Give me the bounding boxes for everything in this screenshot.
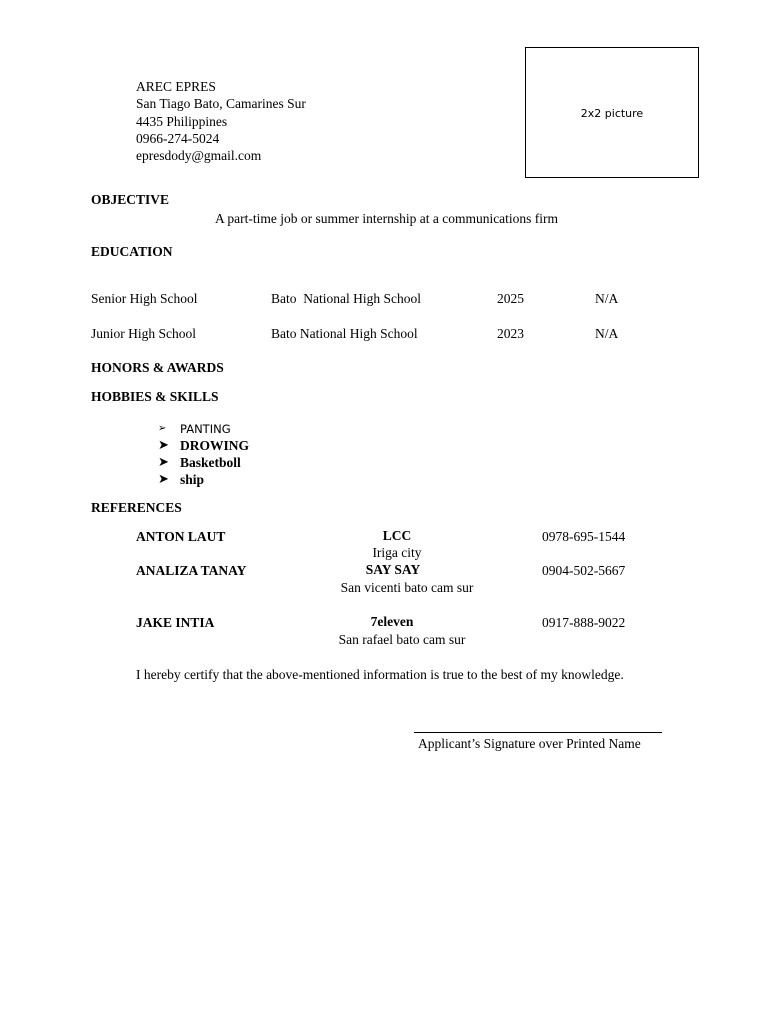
arrow-bullet-icon: ➤ — [158, 455, 169, 470]
reference-name: ANALIZA TANAY — [136, 563, 247, 578]
reference-name: JAKE INTIA — [136, 615, 215, 630]
education-year: 2025 — [497, 291, 524, 306]
education-level: Senior High School — [91, 291, 198, 306]
education-year: 2023 — [497, 326, 524, 341]
hobby-label: ship — [180, 471, 205, 487]
contact-block — [136, 78, 306, 164]
address-line-2: 4435 Philippines — [136, 113, 228, 129]
honors-title: HONORS & AWARDS — [91, 360, 224, 375]
list-item — [158, 437, 249, 454]
objective-text: A part-time job or summer internship at a communications firm — [215, 211, 559, 226]
arrow-bullet-icon: ➤ — [158, 438, 169, 453]
address-line-1: San Tiago Bato, Camarines Sur — [136, 96, 306, 112]
hobby-label: Basketboll — [180, 454, 241, 470]
reference-location: San rafael bato cam sur — [338, 632, 466, 647]
hobbies-list — [158, 420, 249, 488]
applicant-name: AREC EPRES — [136, 79, 216, 94]
phone-number: 0966-274-5024 — [136, 130, 220, 146]
reference-phone: 0978-695-1544 — [542, 529, 626, 544]
list-item — [158, 454, 249, 471]
reference-org: SAY SAY — [365, 562, 421, 577]
hobby-label: PANTING — [180, 421, 231, 436]
education-title: EDUCATION — [91, 244, 173, 259]
reference-name: ANTON LAUT — [136, 529, 226, 544]
photo-placeholder — [525, 47, 699, 178]
hobbies-title: HOBBIES & SKILLS — [91, 389, 219, 404]
signature-line — [414, 732, 662, 733]
education-school: Bato National High School — [271, 326, 418, 341]
education-honor: N/A — [595, 326, 619, 341]
list-item — [158, 471, 249, 488]
photo-label: 2x2 picture — [580, 107, 644, 120]
hobby-label: DROWING — [180, 437, 250, 453]
email-address: epresdody@gmail.com — [136, 148, 262, 164]
certification-statement: I hereby certify that the above-mentioned information is true to the best of my knowledge. — [136, 667, 624, 682]
reference-org: 7eleven — [370, 614, 414, 629]
arrow-bullet-icon: ➢ — [158, 423, 167, 434]
objective-title: OBJECTIVE — [91, 192, 170, 207]
reference-location: San vicenti bato cam sur — [340, 580, 474, 595]
signature-label: Applicant’s Signature over Printed Name — [418, 736, 641, 751]
reference-phone: 0917-888-9022 — [542, 615, 626, 630]
reference-location: Iriga city — [372, 545, 422, 560]
list-item — [158, 420, 249, 437]
education-level: Junior High School — [91, 326, 197, 341]
references-title: REFERENCES — [91, 500, 182, 515]
reference-org: LCC — [382, 528, 412, 543]
reference-phone: 0904-502-5667 — [542, 563, 626, 578]
education-honor: N/A — [595, 291, 619, 306]
education-school: Bato National High School — [271, 291, 421, 306]
arrow-bullet-icon: ➤ — [158, 472, 169, 487]
